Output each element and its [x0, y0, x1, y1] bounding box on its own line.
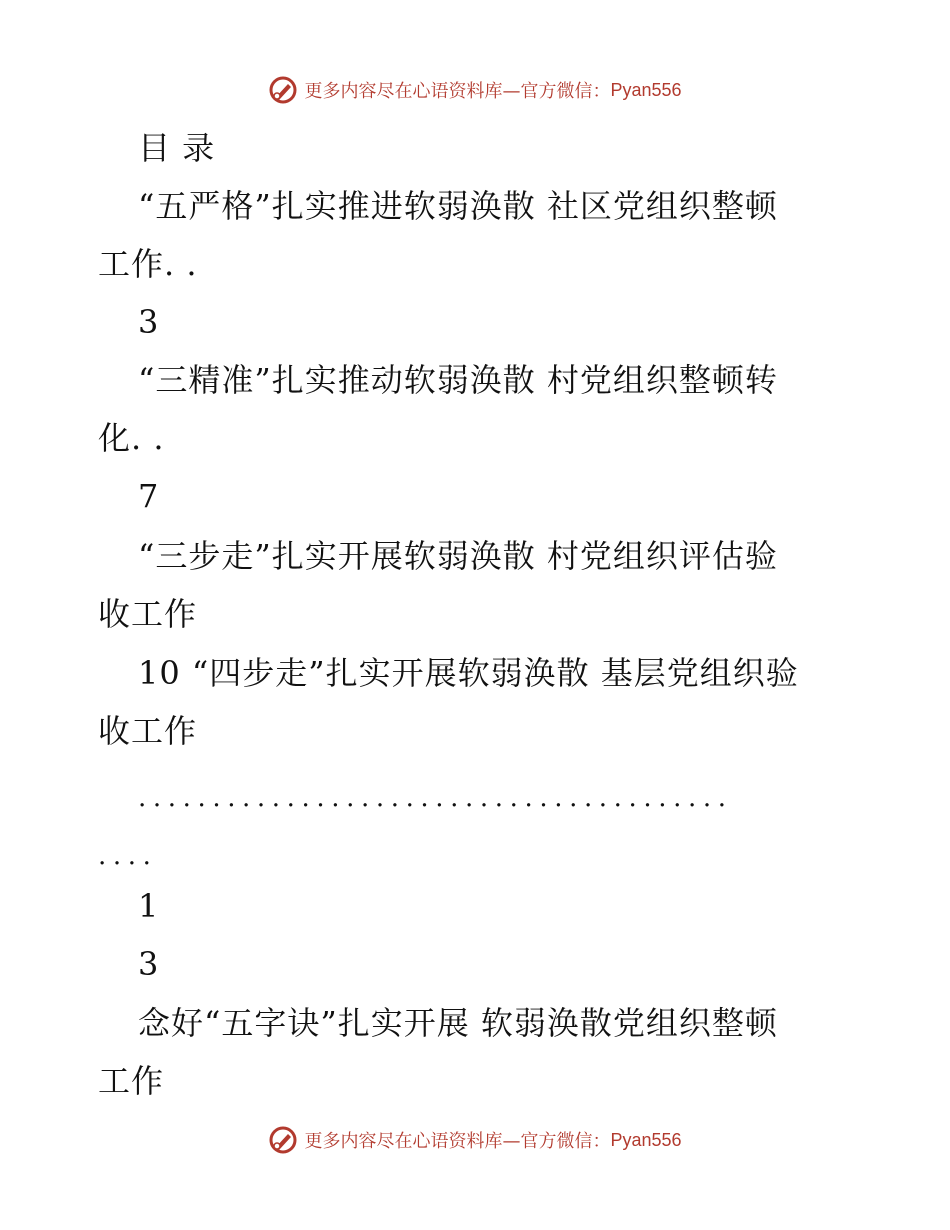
- toc-page-number: 3: [138, 303, 160, 341]
- banner-wechat-id: Pyan556: [610, 1129, 682, 1150]
- toc-line: 10 “四步走”扎实开展软弱涣散 基层党组织验: [138, 654, 799, 692]
- banner-text: 更多内容尽在心语资料库—官方微信：: [304, 81, 611, 102]
- toc-line: “五严格”扎实推进软弱涣散 社区党组织整顿: [138, 187, 778, 225]
- banner-text: 更多内容尽在心语资料库—官方微信：: [304, 1131, 611, 1152]
- header-banner: [0, 70, 950, 110]
- toc-page-number: 3: [138, 945, 160, 983]
- pen-seal-icon: [268, 75, 298, 105]
- toc-leader-dots: ....: [98, 841, 158, 871]
- toc-page-number: 7: [138, 477, 160, 515]
- banner-wechat-id: Pyan556: [610, 79, 682, 100]
- pen-seal-icon: [268, 1125, 298, 1155]
- toc-page-number: 1: [138, 887, 160, 925]
- toc-line: 化. .: [98, 419, 165, 457]
- toc-line: “三精准”扎实推动软弱涣散 村党组织整顿转: [138, 361, 778, 399]
- toc-line: “三步走”扎实开展软弱涣散 村党组织评估验: [138, 537, 778, 575]
- toc-leader-dots: ........................................: [138, 783, 733, 813]
- footer-banner: [0, 1120, 950, 1160]
- toc-line: 收工作: [98, 712, 198, 750]
- toc-line: 工作. .: [98, 245, 198, 283]
- toc-title: 目 录: [138, 129, 216, 167]
- toc-line: 收工作: [98, 595, 198, 633]
- toc-line: 工作: [98, 1062, 165, 1100]
- toc-line: 念好“五字诀”扎实开展 软弱涣散党组织整顿: [138, 1004, 778, 1042]
